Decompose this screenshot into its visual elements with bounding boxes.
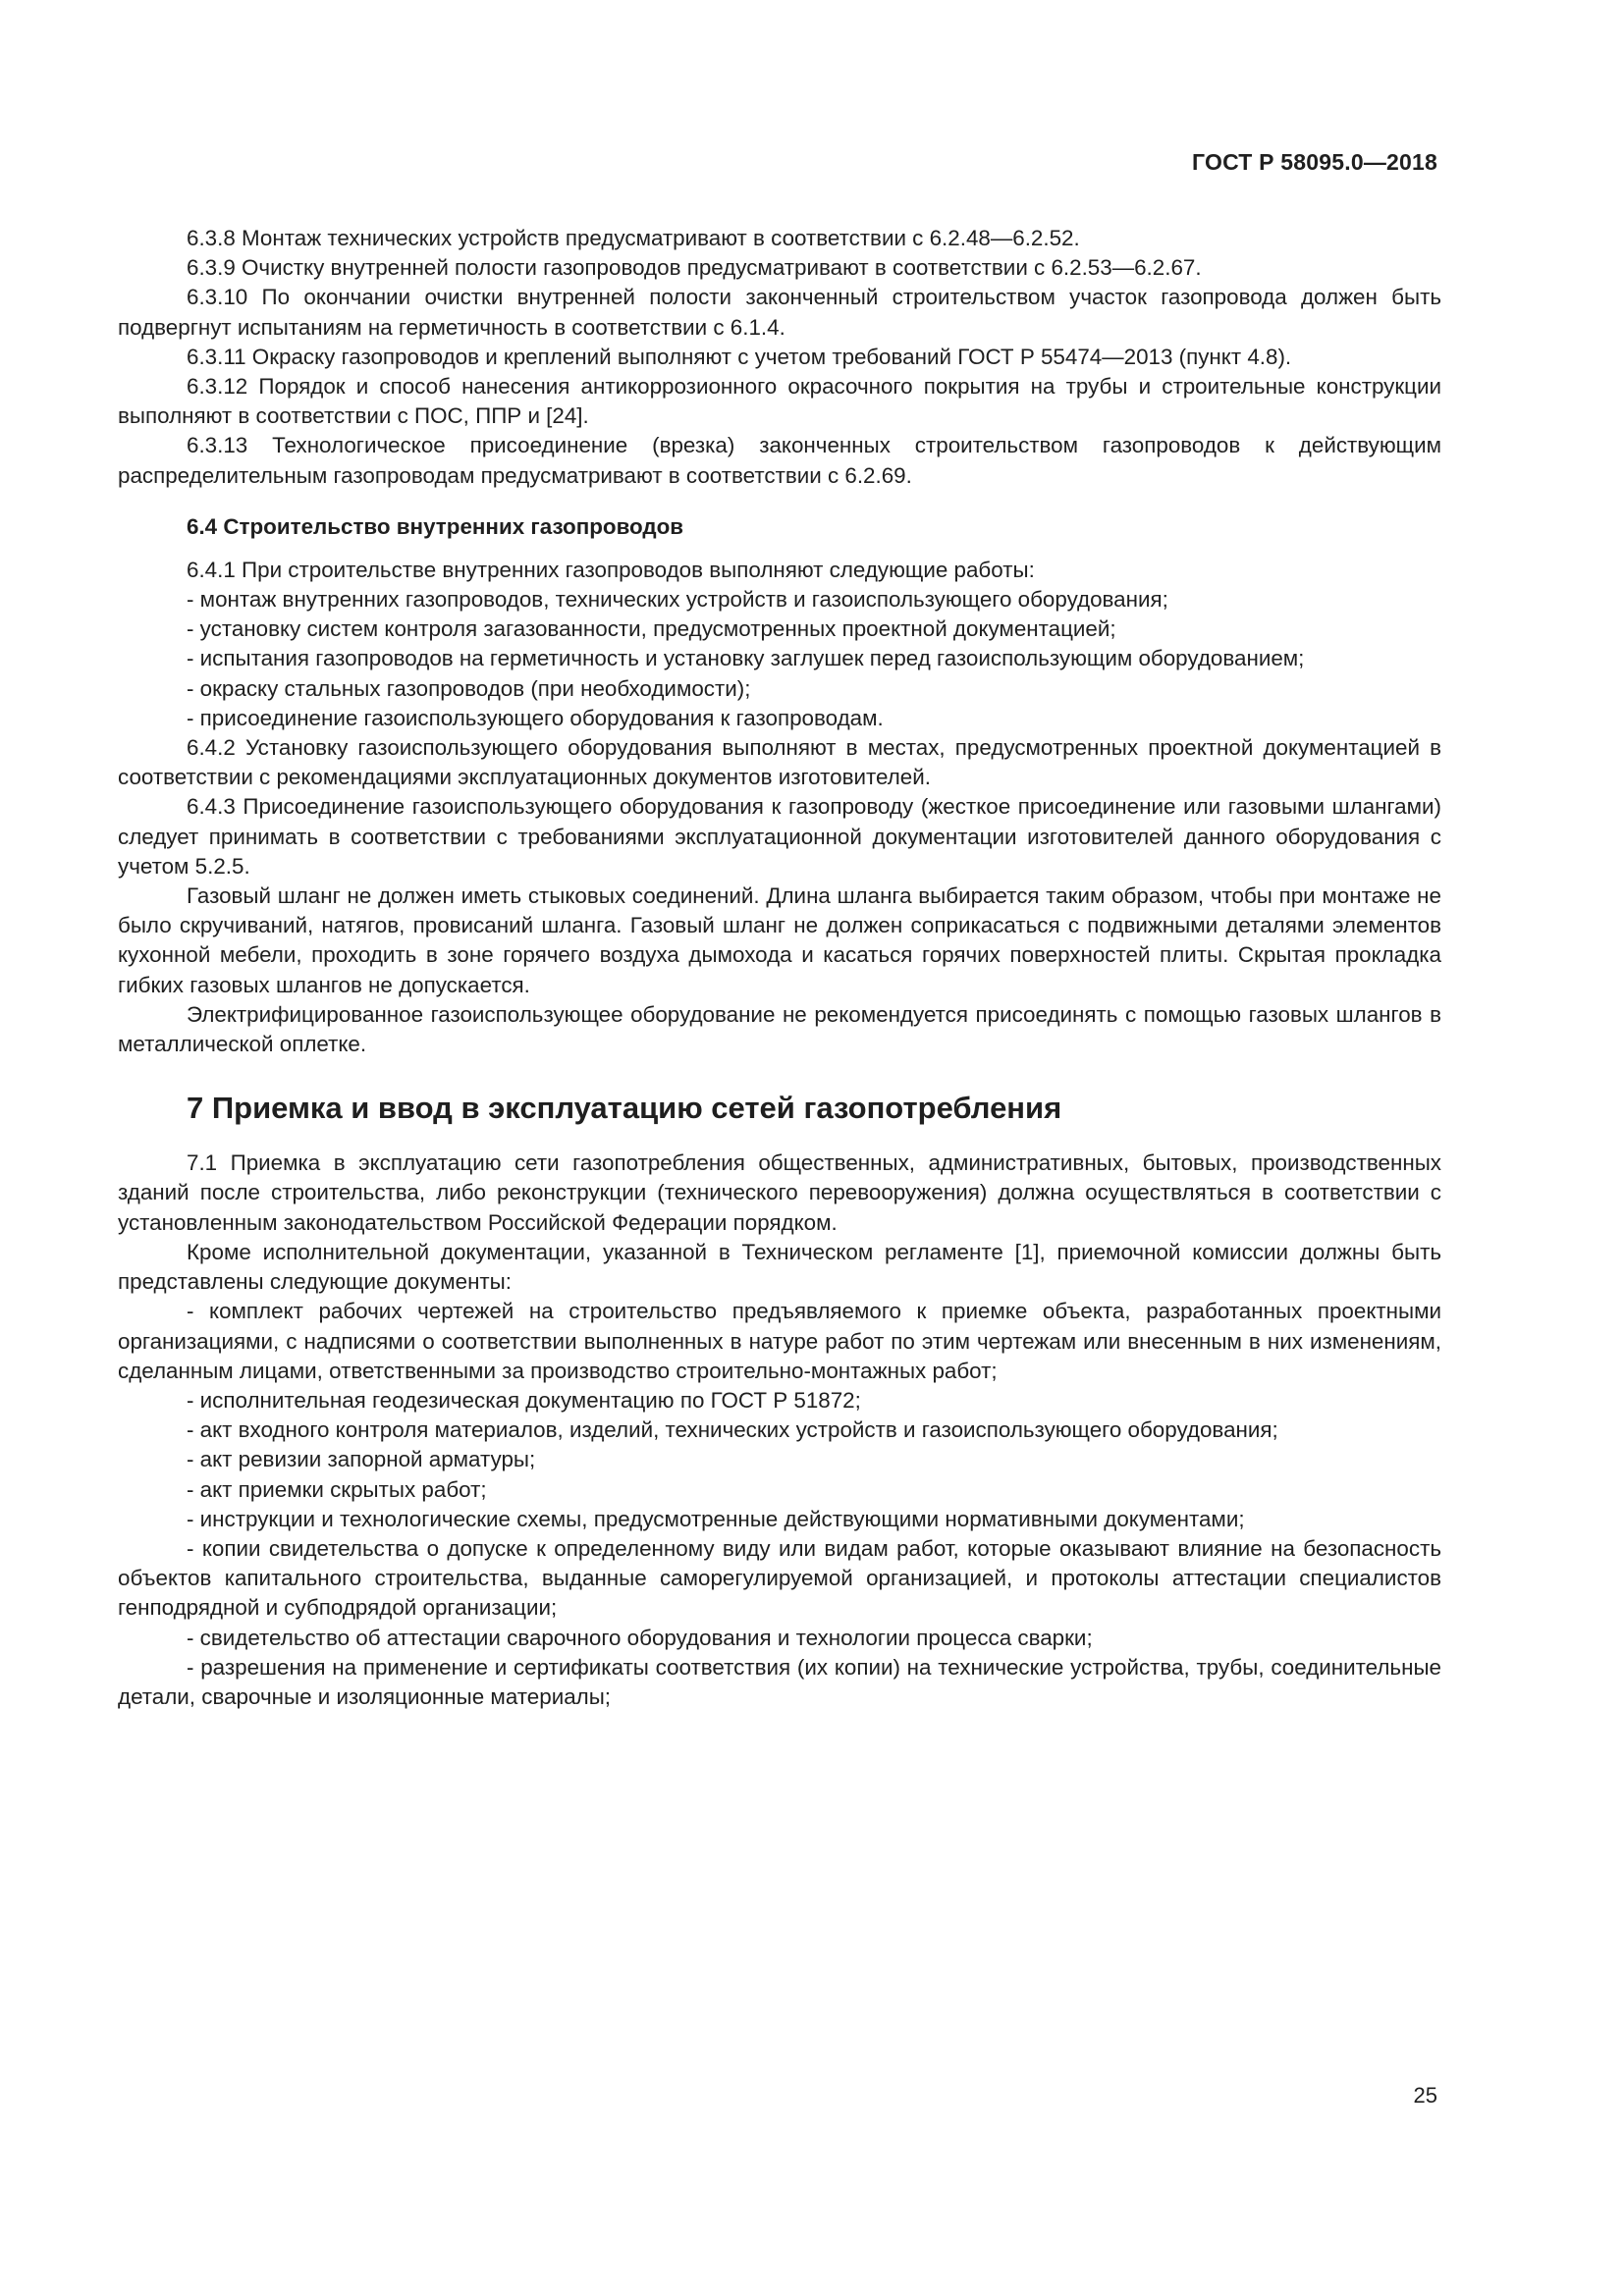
section-heading-7: 7 Приемка и ввод в эксплуатацию сетей газопотребления [187,1091,1062,1126]
list-item: - акт ревизии запорной арматуры; [187,1447,536,1472]
paragraph-6-4-1: 6.4.1 При строительстве внутренних газопроводов выполняют следующие работы: [187,557,1035,582]
list-item: - акт приемки скрытых работ; [187,1476,487,1502]
list-item: - инструкции и технологические схемы, предусмотренные действующими нормативными документами; [187,1506,1245,1531]
paragraph-7-1: 7.1 Приемка в эксплуатацию сети газопотребления общественных, административных, бытовых, производственных зданий после строительства, либо реконструкции (технического перевооружения) должна осуществляться в соответствии с установленным законодательством Российской Федерации порядком. [118,1150,1441,1235]
paragraph-6-3-11: 6.3.11 Окраску газопроводов и креплений выполняют с учетом требований ГОСТ Р 55474—2013 (пункт 4.8). [187,344,1292,369]
document-header: ГОСТ Р 58095.0—2018 [1192,149,1437,175]
list-item: - комплект рабочих чертежей на строительство предъявляемого к приемке объекта, разработанных проектными организациями, с надписями о соответствии выполненных в натуре работ по этим чертежам или внесенным в них изменениям, сделанным лицами, ответственными за производство строительно-монтажных работ; [118,1299,1441,1383]
paragraph-electrified-equipment: Электрифицированное газоиспользующее оборудование не рекомендуется присоединять с помощью газовых шлангов в металлической оплетке. [118,1001,1441,1057]
paragraph-6-3-10: 6.3.10 По окончании очистки внутренней полости законченный строительством участок газопровода должен быть подвергнут испытаниям на герметичность в соответствии с 6.1.4. [118,285,1441,340]
paragraph-6-3-8: 6.3.8 Монтаж технических устройств предусматривают в соответствии с 6.2.48—6.2.52. [187,226,1080,250]
paragraph-6-3-12: 6.3.12 Порядок и способ нанесения антикоррозионного окрасочного покрытия на трубы и строительные конструкции выполняют в соответствии с ПОС, ППР и [24]. [118,374,1441,429]
list-item: - установку систем контроля загазованности, предусмотренных проектной документацией; [187,616,1116,642]
list-item: - исполнительная геодезическая документацию по ГОСТ Р 51872; [187,1387,861,1413]
page-content [118,224,1441,1712]
list-item: - разрешения на применение и сертификаты соответствия (их копии) на технические устройства, трубы, соединительные детали, сварочные и изоляционные материалы; [118,1654,1441,1709]
list-item: - испытания газопроводов на герметичность и установку заглушек перед газоиспользующим оборудованием; [187,646,1305,671]
list-item: - свидетельство об аттестации сварочного оборудования и технологии процесса сварки; [187,1625,1093,1650]
paragraph-6-3-9: 6.3.9 Очистку внутренней полости газопроводов предусматривают в соответствии с 6.2.53—6.2.67. [187,255,1202,281]
paragraph-6-3-13: 6.3.13 Технологическое присоединение (врезка) законченных строительством газопроводов к действующим распределительным газопроводам предусматривают в соответствии с 6.2.69. [118,433,1441,488]
paragraph-6-4-3: 6.4.3 Присоединение газоиспользующего оборудования к газопроводу (жесткое присоединение или газовыми шлангами) следует принимать в соответствии с требованиями эксплуатационной документации изготовителей данного оборудования с учетом 5.2.5. [118,794,1441,879]
list-item: - присоединение газоиспользующего оборудования к газопроводам. [187,705,884,730]
paragraph-gas-hose: Газовый шланг не должен иметь стыковых соединений. Длина шланга выбирается таким образом, чтобы при монтаже не было скручиваний, натягов, провисаний шланга. Газовый шланг не должен соприкасаться с подвижными деталями элементов кухонной мебели, проходить в зоне горячего воздуха дымохода и касаться горячих поверхностей плиты. Скрытая прокладка гибких газовых шлангов не допускается. [118,883,1441,997]
paragraph-documents-intro: Кроме исполнительной документации, указанной в Техническом регламенте [1], приемочной комиссии должны быть представлены следующие документы: [118,1239,1441,1295]
paragraph-6-4-2: 6.4.2 Установку газоиспользующего оборудования выполняют в местах, предусмотренных проектной документацией в соответствии с рекомендациями эксплуатационных документов изготовителей. [118,735,1441,790]
list-item: - копии свидетельства о допуске к определенному виду или видам работ, которые оказывают влияние на безопасность объектов капитального строительства, выданные саморегулируемой организацией, и протоколы аттестации специалистов генподрядной и субподрядой организации; [118,1535,1441,1621]
section-heading-6-4: 6.4 Строительство внутренних газопроводов [187,513,684,539]
list-item: - акт входного контроля материалов, изделий, технических устройств и газоиспользующего оборудования; [187,1417,1278,1443]
list-item: - окраску стальных газопроводов (при необходимости); [187,675,751,701]
list-item: - монтаж внутренних газопроводов, технических устройств и газоиспользующего оборудования; [187,587,1168,613]
page-number: 25 [1413,2083,1437,2108]
